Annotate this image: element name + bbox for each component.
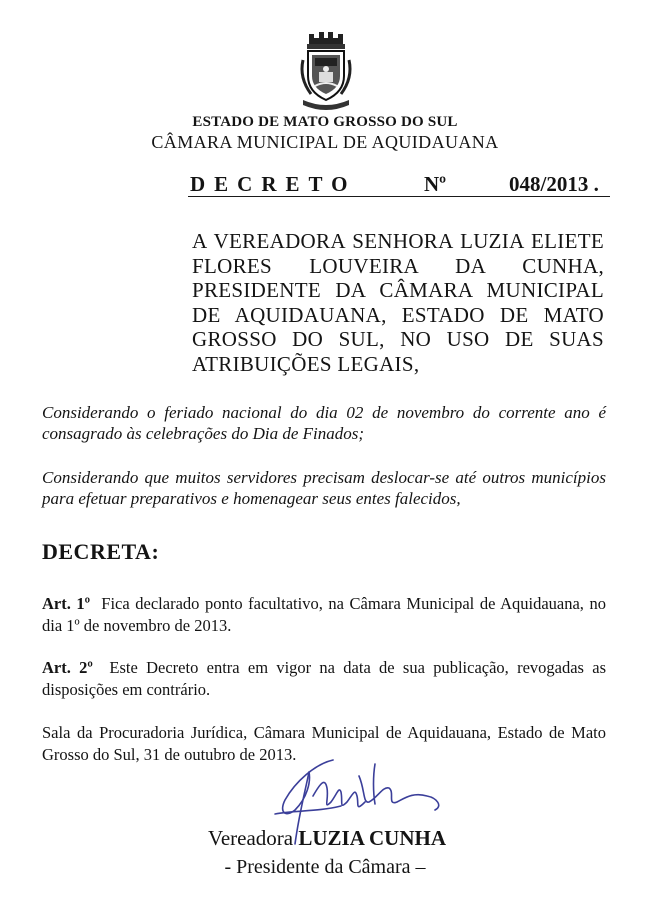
consideration-paragraph: Considerando que muitos servidores precisam deslocar-se até outros municípios para efetuar preparativos e homenagear seus entes falecidos, xyxy=(42,468,606,508)
article-text: Este Decreto entra em vigor na data de sua publicação, revogadas as disposições em contrário. xyxy=(42,658,606,699)
article-label: Art. 2º xyxy=(42,658,93,677)
consideration-paragraph: Considerando o feriado nacional do dia 02 de novembro do corrente ano é consagrado às celebrações do Dia de Finados; xyxy=(42,403,606,443)
closing-paragraph: Sala da Procuradoria Jurídica, Câmara Municipal de Aquidauana, Estado de Mato Grosso do Sul, 31 de outubro de 2013. xyxy=(42,723,606,764)
header-state-line: ESTADO DE MATO GROSSO DO SUL xyxy=(192,114,458,130)
decree-underline xyxy=(188,196,610,197)
decree-title: DECRETO xyxy=(190,172,357,196)
decree-number-sign: Nº xyxy=(424,172,447,196)
signatory-title: - Presidente da Câmara – xyxy=(224,856,426,878)
signatory-prefix: Vereadora xyxy=(208,826,299,850)
article-text: Fica declarado ponto facultativo, na Câmara Municipal de Aquidauana, no dia 1º de novembro de 2013. xyxy=(42,594,606,635)
article-label: Art. 1º xyxy=(42,594,91,613)
article-2 xyxy=(42,657,606,701)
municipal-crest-icon xyxy=(295,30,357,110)
decree-number: 048/2013 . xyxy=(509,172,599,196)
article-1 xyxy=(42,593,606,637)
header-chamber-line: CÂMARA MUNICIPAL DE AQUIDAUANA xyxy=(151,132,499,152)
signatory-name-bold: LUZIA CUNHA xyxy=(298,826,446,850)
decreta-heading: DECRETA: xyxy=(42,539,160,564)
handwritten-signature xyxy=(255,752,455,852)
preamble: A VEREADORA SENHORA LUZIA ELIETE FLORES LOUVEIRA DA CUNHA, PRESIDENTE DA CÂMARA MUNICIPAL DE AQUIDAUANA, ESTADO DE MATO GROSSO DO SUL, NO USO DE SUAS ATRIBUIÇÕES LEGAIS, xyxy=(192,229,604,376)
